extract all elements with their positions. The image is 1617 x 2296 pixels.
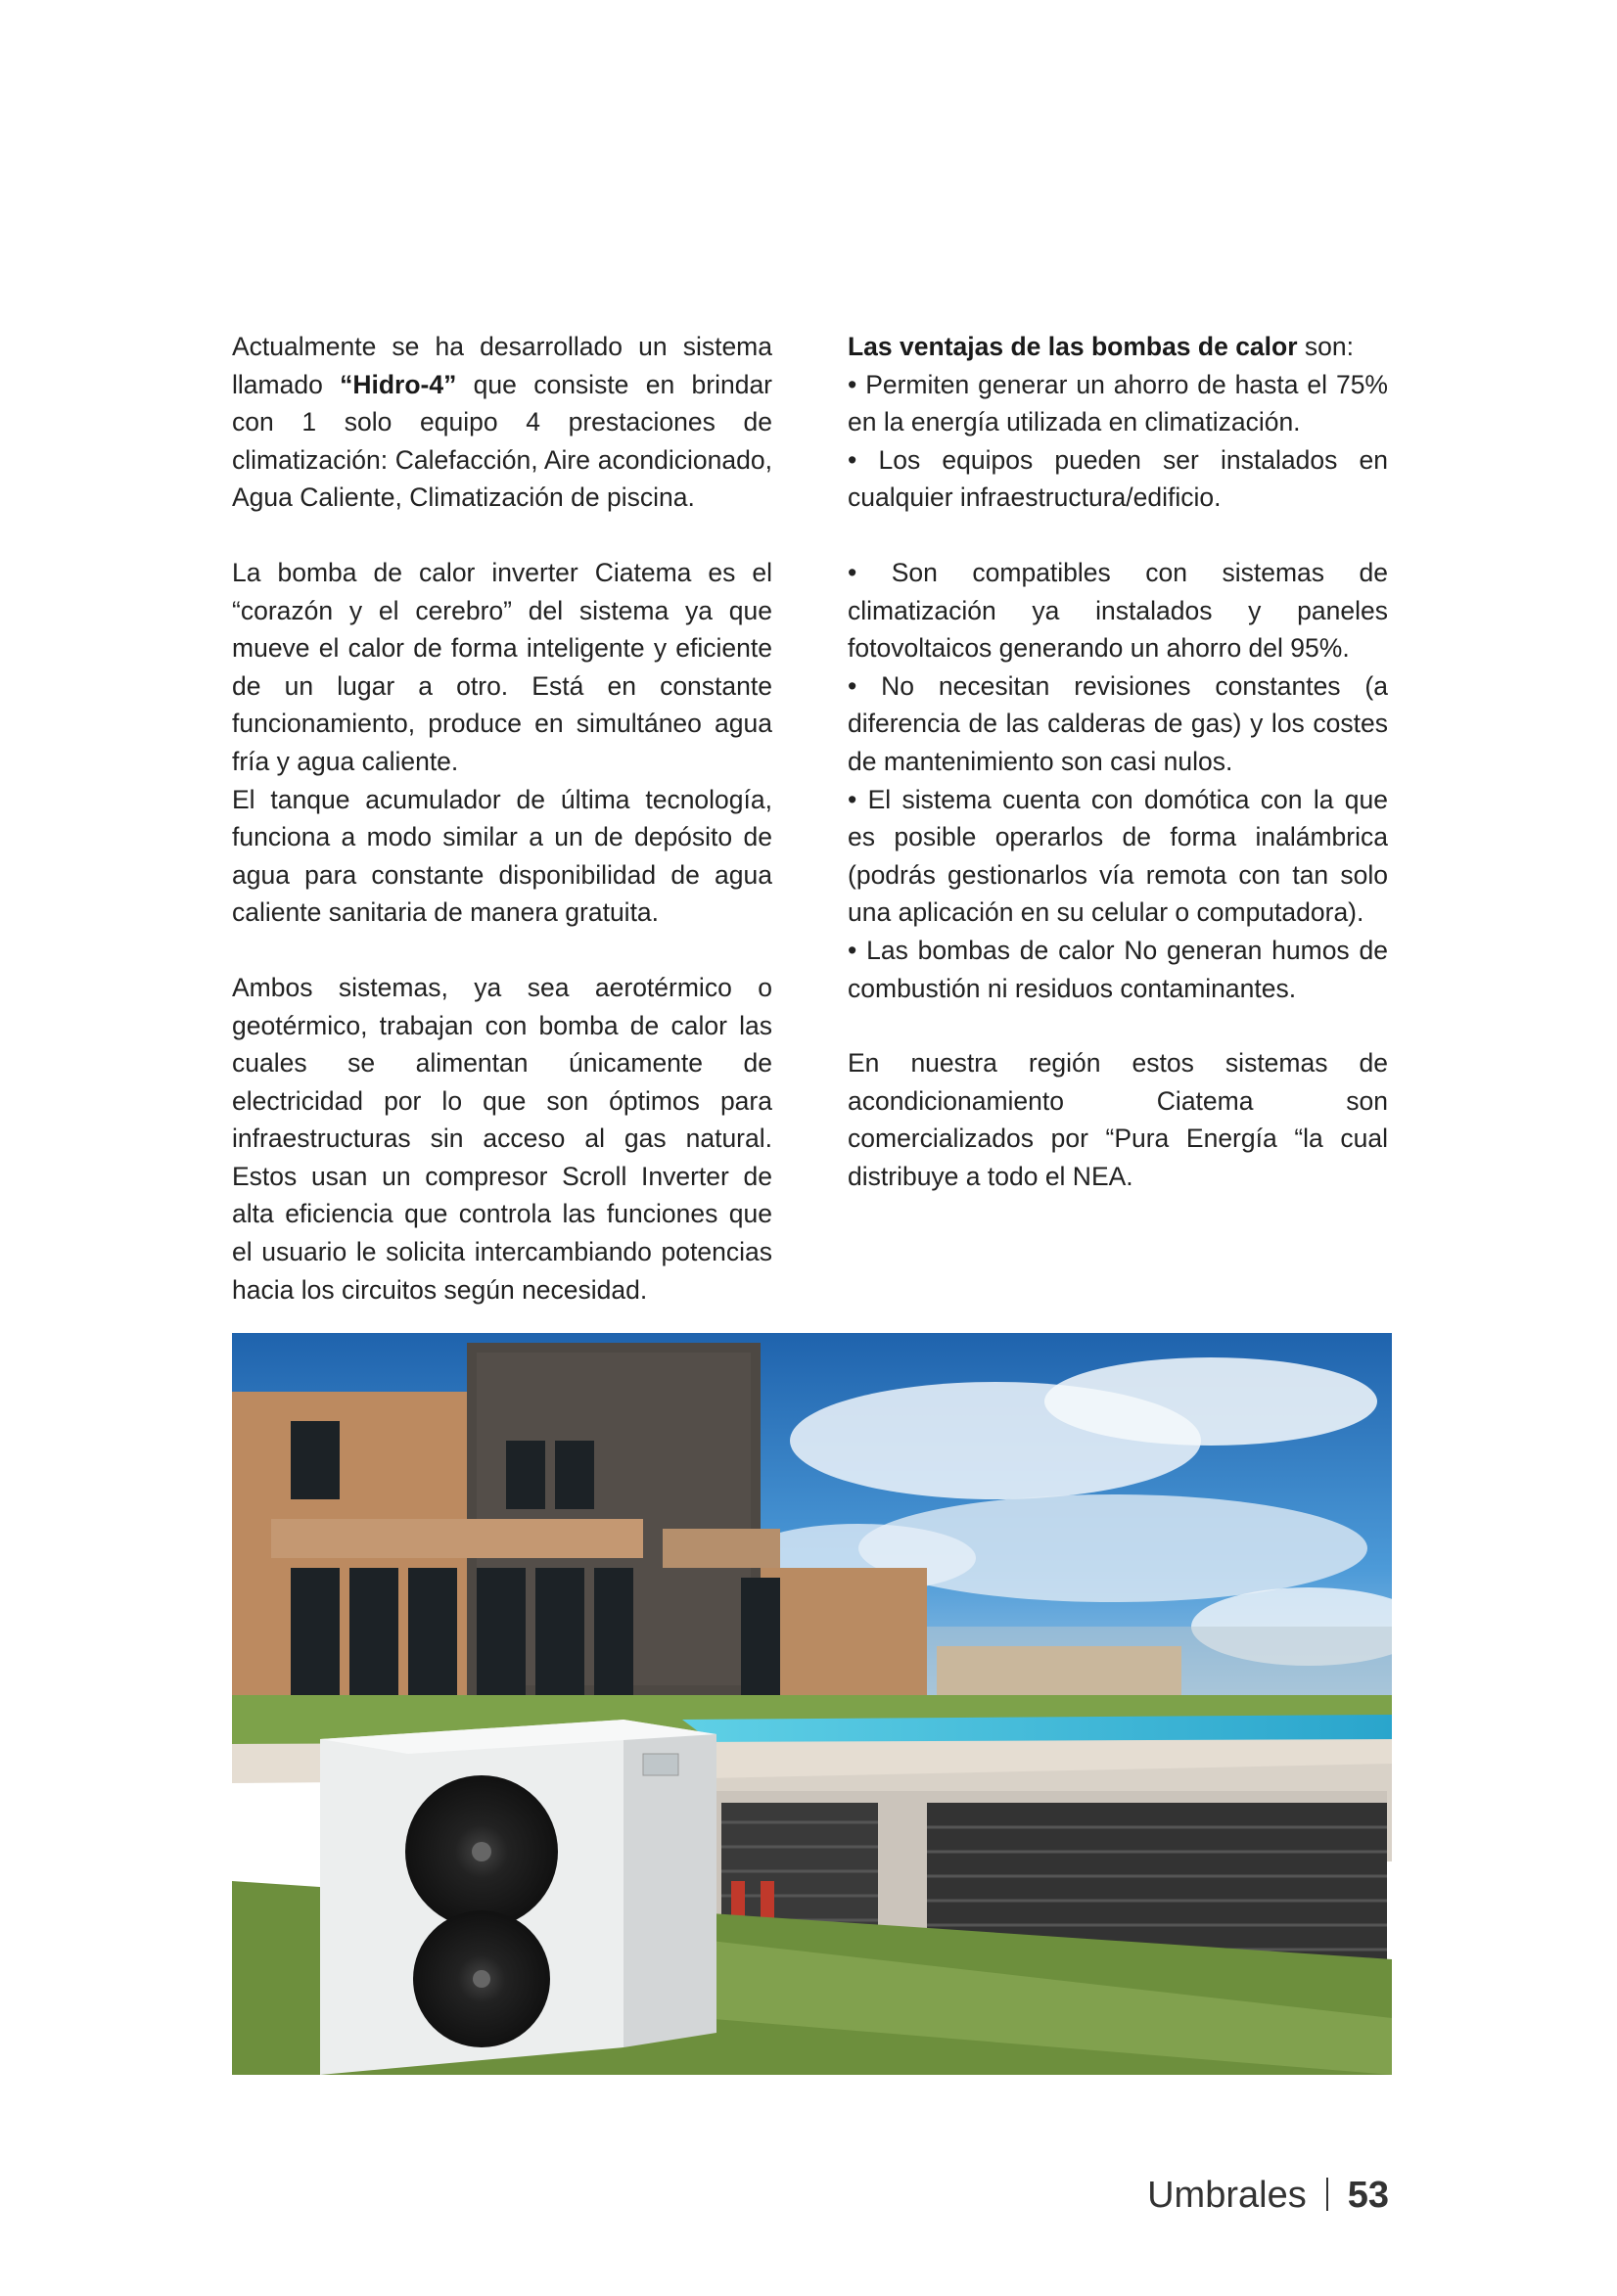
- page-number: 53: [1347, 2175, 1389, 2216]
- footer-divider: [1326, 2178, 1328, 2211]
- bullet-item: • No necesitan revisiones constantes (a diferencia de las calderas de gas) y los costes de mantenimiento son casi nulos.: [848, 670, 1388, 776]
- paragraph-ambos-sistemas: Ambos sistemas, ya sea aerotérmico o geotérmico, trabajan con bomba de calor las cuales se alimentan únicamente de electricidad por lo que son óptimos para infraestructuras sin acceso al gas natural. Estos usan un compresor Scroll Inverter de alta eficiencia que controla las funciones que el usuario le solicita intercambiando potencias hacia los circuitos según necesidad.: [232, 972, 772, 1305]
- house-heat-pump-photo: [232, 1333, 1392, 2075]
- right-column: [848, 328, 1388, 1195]
- bullet-item: • Permiten generar un ahorro de hasta el 75% en la energía utilizada en climatización.: [848, 369, 1388, 437]
- bullet-item: • El sistema cuenta con domótica con la que es posible operarlos de forma inalámbrica (podrás gestionarlos vía remota con tan solo una aplicación en su celular o computadora).: [848, 784, 1388, 928]
- bullet-item: • Los equipos pueden ser instalados en cualquier infraestructura/edificio.: [848, 444, 1388, 513]
- paragraph-bomba-calor: La bomba de calor inverter Ciatema es el “corazón y el cerebro” del sistema ya que mueve el calor de forma inteligente y eficiente de un lugar a otro. Está en constante funcionamiento, produce en simultáneo agua fría y agua caliente.: [232, 557, 772, 776]
- hidro4-bold: “Hidro-4”: [340, 369, 457, 399]
- left-column: [232, 328, 772, 1309]
- ventajas-heading: Las ventajas de las bombas de calor son:: [848, 332, 1354, 361]
- bullet-item: • Son compatibles con sistemas de climatización ya instalados y paneles fotovoltaicos generando un ahorro del 95%.: [848, 557, 1388, 664]
- paragraph-tanque: El tanque acumulador de última tecnología, funciona a modo similar a un de depósito de agua para constante disponibilidad de agua caliente sanitaria de manera gratuita.: [232, 784, 772, 928]
- bullet-item: • Las bombas de calor No generan humos de combustión ni residuos contaminantes.: [848, 935, 1388, 1003]
- magazine-name: Umbrales: [1147, 2175, 1307, 2216]
- page-footer: [1147, 2175, 1389, 2217]
- paragraph-region: En nuestra región estos sistemas de acondicionamiento Ciatema son comercializados por “Pura Energía “la cual distribuye a todo el NEA.: [848, 1048, 1388, 1191]
- paragraph-hidro4: Actualmente se ha desarrollado un sistema llamado “Hidro-4” que consiste en brindar con 1 solo equipo 4 prestaciones de climatización: Calefacción, Aire acondicionado, Agua Caliente, Climatización de piscina.: [232, 332, 773, 513]
